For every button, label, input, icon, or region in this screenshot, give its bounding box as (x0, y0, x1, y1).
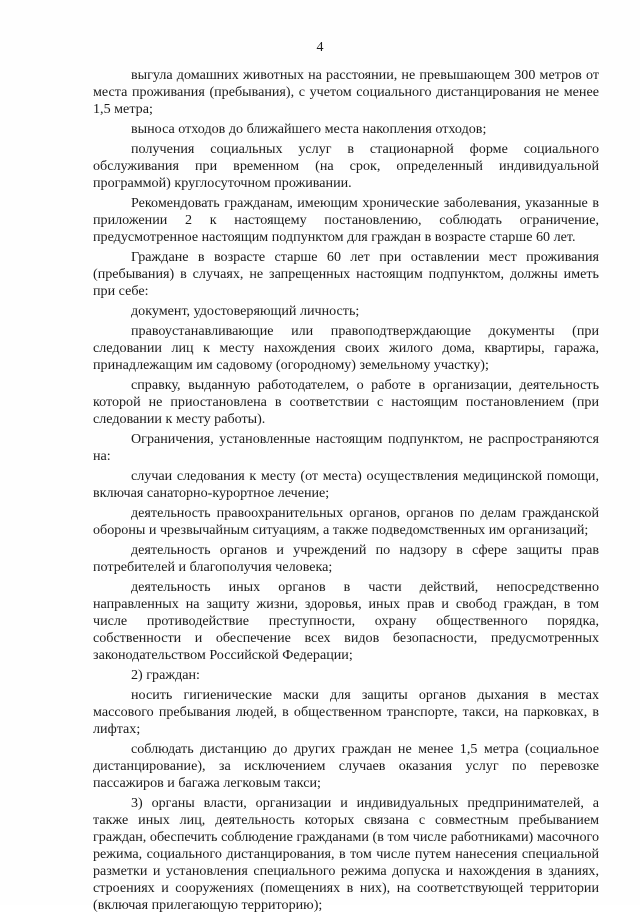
paragraph: Граждане в возрасте старше 60 лет при оставлении мест проживания (пребывания) в случаях, не запрещенных настоящим подпунктом, должны иметь при себе: (93, 249, 599, 299)
paragraph: правоустанавливающие или правоподтверждающие документы (при следовании лиц к месту нахождения своих жилого дома, квартиры, гаража, принадлежащим им садовому (огородному) земельному участку); (93, 323, 599, 373)
paragraph: Рекомендовать гражданам, имеющим хронические заболевания, указанные в приложении 2 к настоящему постановлению, соблюдать ограничение, предусмотренное настоящим подпунктом для граждан в возрасте старше 60 лет. (93, 195, 599, 245)
paragraph: Ограничения, установленные настоящим подпунктом, не распространяются на: (93, 431, 599, 464)
document-body (93, 67, 599, 914)
paragraph: деятельность иных органов в части действий, непосредственно направленных на защиту жизни, здоровья, иных прав и свобод граждан, в том числе противодействие преступности, охрану общественного порядка, собственности и обеспечение всех видов безопасности, предусмотренных законодательством Российской Федерации; (93, 579, 599, 663)
paragraph: справку, выданную работодателем, о работе в организации, деятельность которой не приостановлена в соответствии с настоящим постановлением (при следовании к месту работы). (93, 377, 599, 427)
paragraph: выгула домашних животных на расстоянии, не превышающем 300 метров от места проживания (пребывания), с учетом социального дистанцирования не менее 1,5 метра; (93, 67, 599, 117)
paragraph: деятельность органов и учреждений по надзору в сфере защиты прав потребителей и благополучия человека; (93, 542, 599, 575)
paragraph: выноса отходов до ближайшего места накопления отходов; (131, 121, 487, 137)
page-number: 4 (316, 40, 324, 55)
paragraph: документ, удостоверяющий личность; (131, 303, 360, 319)
paragraph: носить гигиенические маски для защиты органов дыхания в местах массового пребывания людей, в общественном транспорте, такси, на парковках, в лифтах; (93, 687, 599, 737)
paragraph: 3) органы власти, организации и индивидуальных предпринимателей, а также иных лиц, деятельность которых связана с совместным пребыванием граждан, обеспечить соблюдение гражданами (в том числе работниками) масочного режима, социального дистанцирования, в том числе путем нанесения специальной разметки и установления специального режима допуска и нахождения в зданиях, строениях и сооружениях (помещениях в них), на соответствующей территории (включая прилегающую территорию); (93, 795, 599, 913)
paragraph: 2) граждан: (131, 667, 200, 683)
paragraph: соблюдать дистанцию до других граждан не менее 1,5 метра (социальное дистанцирование), за исключением случаев оказания услуг по перевозке пассажиров и багажа легковым такси; (93, 741, 599, 791)
paragraph: случаи следования к месту (от места) осуществления медицинской помощи, включая санаторно-курортное лечение; (93, 468, 599, 501)
paragraph: получения социальных услуг в стационарной форме социального обслуживания при временном (на срок, определенный индивидуальной программой) круглосуточном проживании. (93, 141, 599, 191)
paragraph: деятельность правоохранительных органов, органов по делам гражданской обороны и чрезвычайным ситуациям, а также подведомственных им организаций; (93, 505, 599, 538)
